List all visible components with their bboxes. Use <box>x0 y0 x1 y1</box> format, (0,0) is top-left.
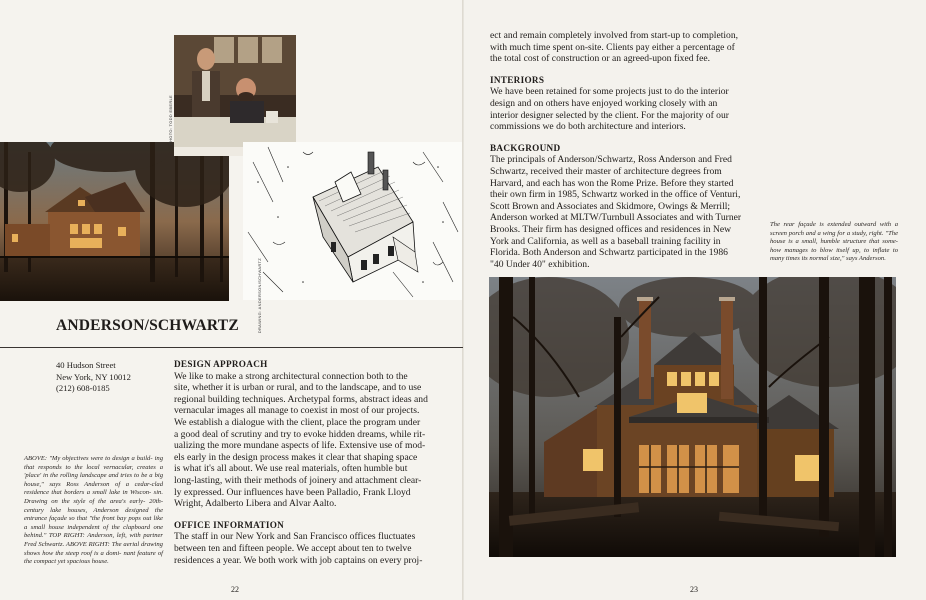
body-line: We have been retained for some projects just to do the interior <box>490 86 729 98</box>
body-line: Schwartz, received their master of architecture degrees from <box>490 165 722 177</box>
background-heading: BACKGROUND <box>490 142 561 153</box>
design-approach-body <box>174 371 458 510</box>
caption-line: 20th-century lake houses, Anderson designed the <box>24 497 164 514</box>
right-text-column <box>490 30 762 270</box>
body-line: between ten and fifteen people. We accept about ten to twelve <box>174 542 412 554</box>
caption-line: The rear façade is extended outward with a <box>770 221 898 228</box>
heading-rule <box>0 347 463 348</box>
firm-address <box>56 360 131 395</box>
interiors-body <box>490 86 762 132</box>
body-line: We like to make a strong architectural connection both to the <box>174 370 408 382</box>
body-line: with much time spent on-site. Clients pay either a percentage of <box>490 41 735 53</box>
office-information-heading: OFFICE INFORMATION <box>174 519 285 530</box>
caption-line: partner Fred Schwartz. ABOVE RIGHT: The <box>24 532 163 548</box>
caption-line: house is a small, humble structure that some- <box>770 238 898 246</box>
right-photo-caption <box>770 221 898 264</box>
page-gutter <box>462 0 464 600</box>
left-photo-caption <box>24 455 163 567</box>
body-line: "40 Under 40" exhibition. <box>490 258 590 270</box>
body-line: long-lasting, with their methods of joinery and attachment clear- <box>174 474 422 486</box>
caption-line: a 'place' in the rolling landscape and tries to be a <box>24 463 163 480</box>
body-line: Anderson worked at MLTW/Turnbull Associates and with Turner <box>490 212 742 224</box>
left-text-column <box>174 359 458 566</box>
caption-line: how manages to blow itself up, to inflate to <box>770 246 898 254</box>
architects-portrait-photo <box>174 35 296 156</box>
address-city: New York, NY 10012 <box>56 371 131 382</box>
drawing-credit: DRAWING: ANDERSON/SCHWARTZ <box>257 258 262 334</box>
body-line: design and on others have enjoyed working closely with an <box>490 97 718 109</box>
caption-line: sin. Drawing on the style of the area's early- <box>24 489 163 505</box>
body-line: is what it's all about. We use real materials, often humble but <box>174 463 408 475</box>
body-line: Brooks. Their firm has designed offices and residences in New <box>490 223 732 235</box>
body-line: regional building techniques. Archetypal forms, abstract ideas and <box>174 393 428 405</box>
firm-name-heading: ANDERSON/SCHWARTZ <box>56 317 239 334</box>
caption-line: many times its normal size," says Anderson. <box>770 255 886 263</box>
caption-line: residence that borders a small lake in Wiscon- <box>24 489 152 497</box>
body-line: We establish a dialogue with the client, place the program under <box>174 416 421 428</box>
office-information-body <box>174 531 458 566</box>
body-line: The staff in our New York and San Francisco offices fluctuates <box>174 531 416 543</box>
body-line: commissions we do both architecture and interiors. <box>490 121 686 133</box>
portrait-photo-credit: PHOTO: TODD EBERLE <box>168 95 173 145</box>
body-line: ualizing the more mundane aspects of life. Extensive use of mod- <box>174 440 426 452</box>
body-line: els early in the design process makes it clear that shaping space <box>174 451 418 463</box>
page-number-right: 23 <box>690 585 698 594</box>
body-line: The principals of Anderson/Schwartz, Ross Anderson and Fred <box>490 154 732 166</box>
caption-line: ABOVE: "My objectives were to design a build- <box>24 455 153 462</box>
address-phone: (212) 608-0185 <box>56 383 110 393</box>
design-approach-heading: DESIGN APPROACH <box>174 359 268 369</box>
caption-line: one behind." TOP RIGHT: Anderson, left, with <box>24 523 163 540</box>
body-line: Scott Brown and Associates and Skidmore, Owings & Merrill; <box>490 200 731 212</box>
body-line: Harvard, and each has won the Rome Prize. Before they started <box>490 177 734 189</box>
caption-line: aerial drawing shows how the steep roof is a domi- <box>24 540 163 557</box>
body-line: ly expressed. Our influences have been Palladio, Frank Lloyd <box>174 486 411 498</box>
caption-line: like a small house independent of the clapboard <box>24 515 163 531</box>
body-line: a good deal of scrutiny and try to evoke hidden dreams, while rit- <box>174 428 426 440</box>
body-line: their own firm in 1985, Schwartz worked in the office of Venturi, <box>490 189 741 201</box>
body-line: residences a year. We both work with job captains on every proj- <box>174 554 423 566</box>
body-line: Florida. Both Anderson and Schwartz participated in the 1986 <box>490 247 728 259</box>
rear-facade-photo <box>489 277 896 557</box>
continued-paragraph <box>490 30 762 65</box>
caption-line: entrance façade so that "the front bay pops out <box>24 515 152 523</box>
caption-line: screen porch and a wing for a study, right. "The <box>770 229 898 237</box>
house-exterior-photo <box>0 142 229 301</box>
background-body <box>490 154 762 270</box>
caption-line: ing that responds to the local vernacular, creates <box>24 455 163 471</box>
body-line: site, whether it is urban or rural, and to the landscape, and to use <box>174 382 422 394</box>
body-line: Wright, Adalberto Libera and Alvar Aalto. <box>174 498 337 510</box>
aerial-axonometric-drawing <box>243 142 462 300</box>
body-line: interior designer selected by the client. For the majority of our <box>490 109 729 121</box>
interiors-heading: INTERIORS <box>490 74 545 85</box>
body-line: vernacular images all manage to coexist in most of our projects. <box>174 405 420 417</box>
caption-line: nant feature of the compact yet spacious house. <box>24 549 163 566</box>
body-line: ect and remain completely involved from start-up to completion, <box>490 30 739 41</box>
address-street: 40 Hudson Street <box>56 360 116 370</box>
body-line: York and California, as well as a baseball training facility in <box>490 235 721 247</box>
caption-line: big house," says Ross Anderson of a cedar-clad <box>24 472 164 488</box>
page-number-left: 22 <box>231 585 239 594</box>
body-line: the total cost of construction or an agreed-upon fixed fee. <box>490 53 711 65</box>
